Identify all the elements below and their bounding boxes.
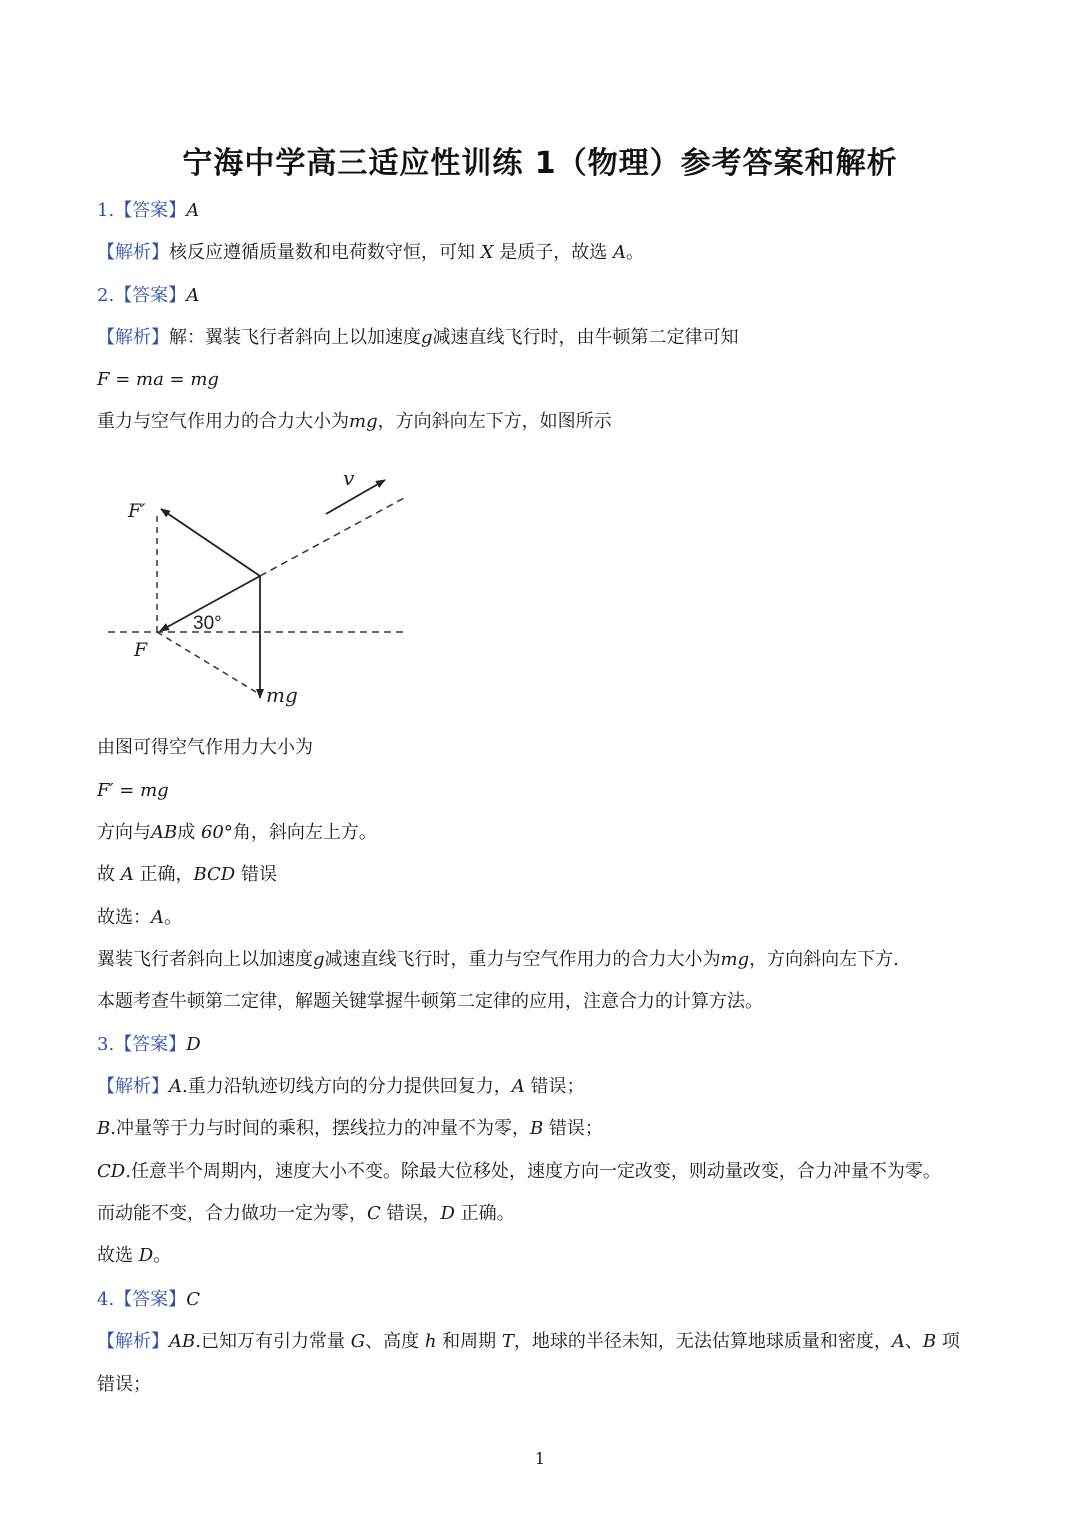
q1-analysis-text-2: 是质子，故选 — [493, 242, 614, 263]
q2-analysis-line-4: 由图可得空气作用力大小为 — [97, 737, 313, 758]
analysis-tag: 【解析】 — [97, 242, 169, 263]
q2-choice: BCD — [193, 864, 236, 885]
q3-text: .冲量等于力与时间的乘积，摆线拉力的冲量不为零， — [110, 1118, 530, 1139]
q1-answer-line — [97, 198, 199, 224]
q4-var-t: T — [501, 1331, 514, 1352]
q4-text: ，地球的半径未知，无法估算地球质量和密度， — [513, 1331, 892, 1352]
q2-equation-1: F = ma = mg — [97, 369, 219, 390]
q4-choice: B — [922, 1331, 937, 1352]
label-mg: mg — [266, 683, 298, 707]
page-number: 1 — [534, 1449, 546, 1468]
q2-var-g: g — [421, 327, 433, 348]
q3-analysis-line-3 — [97, 1159, 941, 1185]
q3-number: 3. — [97, 1034, 115, 1055]
q2-var-g: g — [313, 949, 325, 970]
q2-analysis-line-7 — [97, 862, 277, 888]
page-title: 宁海中学高三适应性训练 1（物理）参考答案和解析 — [182, 146, 898, 181]
q1-analysis-end: 。 — [626, 242, 645, 263]
q2-text: 角，斜向左上方。 — [232, 822, 377, 843]
q3-analysis-line-1 — [97, 1074, 584, 1100]
q2-text: 重力与空气作用力的合力大小为 — [97, 411, 349, 432]
q2-analysis-line-10: 本题考查牛顿第二定律，解题关键掌握牛顿第二定律的应用，注意合力的计算方法。 — [97, 991, 763, 1012]
answer-tag: 【答案】 — [114, 1289, 187, 1310]
label-v: v — [343, 466, 355, 490]
q2-var-ab: AB — [151, 822, 178, 843]
q2-analysis-line-3 — [97, 409, 612, 435]
q2-analysis-line-9 — [97, 947, 899, 973]
q2-text: 。 — [164, 907, 182, 928]
q4-answer-line — [97, 1287, 200, 1313]
q3-choice: CD — [97, 1161, 126, 1182]
q3-choice: B — [97, 1118, 111, 1139]
q2-text: 方向与 — [97, 822, 151, 843]
q3-choice: A — [169, 1076, 182, 1097]
q3-text: .任意半个周期内，速度大小不变。除最大位移处，速度方向一定改变，则动量改变，合力冲量不为零。 — [125, 1161, 941, 1182]
answer-tag: 【答案】 — [114, 285, 187, 306]
label-angle: 30° — [193, 613, 222, 634]
q1-analysis-choice: A — [613, 242, 627, 263]
q2-text: 故选： — [97, 907, 151, 928]
q2-answer: A — [186, 285, 200, 306]
q4-text: .已知万有引力常量 — [195, 1331, 351, 1352]
q2-text: 减速直线飞行时，重力与空气作用力的合力大小为 — [324, 949, 721, 970]
q3-text: 正确。 — [454, 1203, 515, 1224]
q2-analysis-line-6 — [97, 820, 377, 846]
q1-answer: A — [186, 200, 200, 221]
q3-analysis-line-5 — [97, 1243, 171, 1269]
q4-number: 4. — [97, 1289, 115, 1310]
answer-tag: 【答案】 — [114, 200, 187, 221]
q2-angle: 60° — [200, 822, 233, 843]
q2-choice: A — [151, 907, 164, 928]
q2-var-mg: mg — [349, 411, 378, 432]
analysis-tag: 【解析】 — [97, 1076, 169, 1097]
q2-var-mg: mg — [720, 949, 750, 970]
q1-analysis-line — [97, 240, 644, 266]
q3-choice: A — [511, 1076, 525, 1097]
q3-answer-line — [97, 1032, 201, 1058]
q3-text: 错误； — [524, 1076, 585, 1097]
q4-text: 、 — [904, 1331, 923, 1352]
analysis-tag: 【解析】 — [97, 1331, 169, 1352]
label-f-prime: F′ — [128, 500, 146, 522]
q4-text: 和周期 — [436, 1331, 502, 1352]
force-diagram — [100, 460, 420, 720]
q3-text: 故选 — [97, 1245, 139, 1266]
q4-text: 、高度 — [365, 1331, 425, 1352]
q4-analysis-line-2: 错误； — [97, 1374, 151, 1395]
q3-answer: D — [186, 1034, 201, 1055]
velocity-arrow — [326, 480, 385, 514]
q2-text: ，方向斜向左下方. — [749, 949, 899, 970]
q1-number: 1. — [97, 200, 115, 221]
q2-text: 减速直线飞行时，由牛顿第二定律可知 — [432, 327, 739, 348]
q2-equation-2: F′ = mg — [97, 780, 169, 801]
q3-text: 错误； — [543, 1118, 603, 1139]
q3-analysis-line-2 — [97, 1116, 603, 1142]
q2-text: 故 — [97, 864, 121, 885]
q4-var-h: h — [424, 1331, 437, 1352]
q1-analysis-text: 核反应遵循质量数和电荷数守恒，可知 — [169, 242, 481, 263]
q3-text: 错误， — [380, 1203, 441, 1224]
q2-answer-line — [97, 283, 199, 309]
q4-var-g: G — [350, 1331, 366, 1352]
q4-analysis-line-1 — [97, 1329, 960, 1355]
q2-text: 解：翼装飞行者斜向上以加速度 — [169, 327, 421, 348]
q2-text: 翼装飞行者斜向上以加速度 — [97, 949, 313, 970]
q4-choice: AB — [169, 1331, 196, 1352]
q2-text: ，方向斜向左下方，如图所示 — [377, 411, 612, 432]
label-f: F — [134, 639, 148, 661]
q2-text: 错误 — [235, 864, 277, 885]
q3-text: 。 — [153, 1245, 172, 1266]
q4-choice: A — [891, 1331, 905, 1352]
q2-text: 正确， — [133, 864, 194, 885]
q4-text: 项 — [936, 1331, 960, 1352]
q1-analysis-x: X — [480, 242, 494, 263]
q2-text: 成 — [177, 822, 201, 843]
analysis-tag: 【解析】 — [97, 327, 169, 348]
parallelogram-dashed-line — [157, 632, 256, 692]
answer-tag: 【答案】 — [114, 1034, 187, 1055]
q4-answer: C — [186, 1289, 200, 1310]
q3-text: 而动能不变，合力做功一定为零， — [97, 1203, 367, 1224]
q3-analysis-line-4 — [97, 1201, 515, 1227]
q3-choice: C — [367, 1203, 381, 1224]
q3-choice: D — [440, 1203, 455, 1224]
q2-number: 2. — [97, 285, 115, 306]
q2-analysis-line-1 — [97, 325, 739, 351]
f-prime-vector — [161, 509, 260, 576]
q3-text: .重力沿轨迹切线方向的分力提供回复力， — [182, 1076, 512, 1097]
q3-choice: D — [138, 1245, 154, 1266]
q2-analysis-line-8 — [97, 905, 182, 931]
q2-choice: A — [120, 864, 134, 885]
q3-choice: B — [529, 1118, 544, 1139]
